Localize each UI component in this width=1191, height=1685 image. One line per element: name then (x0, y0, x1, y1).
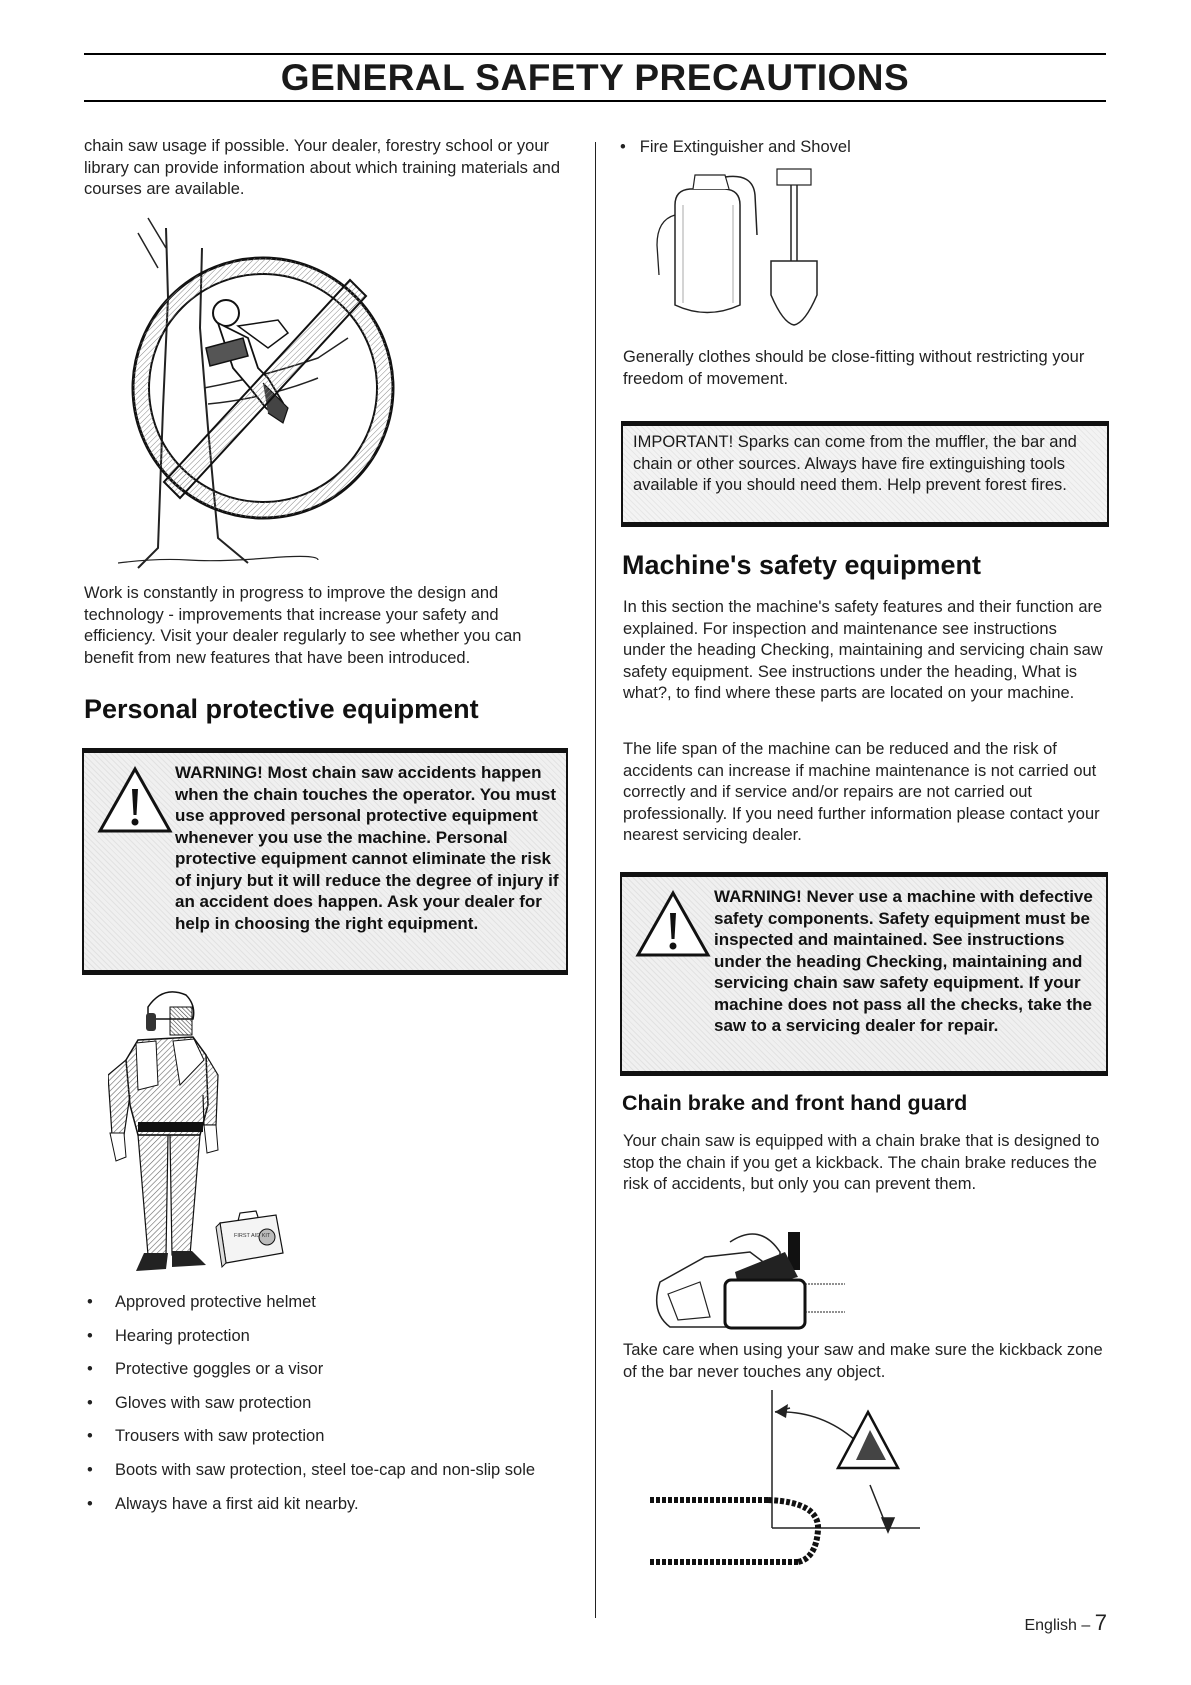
footer-language: English (1024, 1617, 1077, 1634)
list-item: • Approved protective helmet (87, 1293, 316, 1311)
ppe-warning-text: WARNING! Most chain saw accidents happen when the chain touches the operator. You must use approved personal protective equipment whenever you use the machine. Personal protective equipment cannot eliminate the risk of injury but it will reduce the degree of injury if an accident does happen. Ask your dealer for help in choosing the right equipment. (175, 763, 559, 933)
header-bottom-rule (84, 100, 1106, 102)
no-symbol-icon (133, 258, 393, 518)
improvement-paragraph: Work is constantly in progress to improve the design and technology - improvements that increase your safety and efficiency. Visit your dealer regularly to see whether you can benefit from new features that have been introduced. (84, 584, 522, 667)
list-item: • Trousers with saw protection (87, 1427, 325, 1446)
chain-brake-paragraph-2: Take care when using your saw and make sure the kickback zone of the bar never touches any object. (623, 1341, 1103, 1381)
page-title: GENERAL SAFETY PRECAUTIONS (280, 57, 910, 98)
ppe-warning-box (82, 748, 568, 975)
list-item: • Protective goggles or a visor (87, 1360, 324, 1379)
header-top-rule (84, 53, 1106, 55)
first-aid-kit-label: FIRST AID KIT (234, 1233, 271, 1239)
warning-triangle-icon (96, 765, 174, 835)
kickback-zone-illustration (650, 1390, 930, 1570)
boot-icon (136, 1253, 168, 1271)
ear-protection-icon (146, 1013, 156, 1031)
page-number: 7 (1094, 1610, 1107, 1635)
clothes-paragraph: Generally clothes should be close-fitting without restricting your freedom of movement. (623, 348, 1085, 388)
fire-extinguisher-shovel-illustration (645, 165, 845, 335)
chain-bar-icon (650, 1500, 818, 1562)
page-footer (1024, 1610, 1107, 1636)
important-text: IMPORTANT! Sparks can come from the muffler, the bar and chain or other sources. Always have fire extinguishing tools available if you should need them. Help prevent forest fires. (633, 433, 1077, 494)
column-divider (595, 142, 596, 1618)
first-aid-kit-icon (216, 1211, 283, 1267)
list-item: • Gloves with saw protection (87, 1393, 312, 1412)
hand-icon (725, 1280, 805, 1328)
machine-paragraph-2: The life span of the machine can be reduced and the risk of accidents can increase if machine maintenance is not carried out correctly and if service and/or repairs are not carried out professionally. If you need further information please contact your nearest servicing dealer. (623, 740, 1100, 844)
chain-brake-heading: Chain brake and front hand guard (622, 1091, 968, 1115)
fire-extinguisher-icon (657, 175, 757, 313)
chain-brake-paragraph-1: Your chain saw is equipped with a chain brake that is designed to stop the chain if you get a kickback. The chain brake reduces the risk of accidents, but only you can prevent them. (623, 1132, 1100, 1193)
kickback-warning-icon (838, 1412, 898, 1468)
ppe-list (84, 1292, 574, 1527)
list-item: • Always have a first aid kit nearby. (87, 1494, 359, 1513)
machine-paragraph-1: In this section the machine's safety features and their function are explained. For inspection and maintenance see instructions under the heading Checking, maintaining and servicing chain saw safety equipment. See instructions under the heading, What is what?, to find where these parts are located on your machine. (623, 598, 1103, 702)
list-item: • Boots with saw protection, steel toe-cap and non-slip sole (87, 1460, 536, 1479)
list-item: • Hearing protection (87, 1326, 250, 1345)
fire-equipment-item: • Fire Extinguisher and Shovel (620, 138, 851, 156)
important-box (621, 421, 1109, 527)
chain-brake-illustration (640, 1222, 860, 1337)
machine-warning-box (620, 872, 1108, 1076)
protective-equipment-illustration (108, 985, 298, 1285)
intro-paragraph: chain saw usage if possible. Your dealer, forestry school or your library can provide information about which training materials and courses are available. (84, 137, 560, 198)
visor-icon (170, 1007, 192, 1035)
machine-warning-text: WARNING! Never use a machine with defective safety components. Safety equipment must be inspected and maintained. See instructions under the heading Checking, maintaining and servicing chain saw safety equipment. If your machine does not pass all the checks, take the saw to a servicing dealer for repair. (714, 887, 1093, 1035)
no-tree-climbing-illustration (118, 208, 408, 578)
shovel-icon (771, 169, 817, 325)
warning-triangle-icon (634, 889, 712, 959)
glove-icon (110, 1133, 126, 1161)
ppe-heading: Personal protective equipment (84, 694, 479, 724)
machine-safety-heading: Machine's safety equipment (622, 550, 982, 580)
footer-separator: – (1076, 1617, 1095, 1634)
